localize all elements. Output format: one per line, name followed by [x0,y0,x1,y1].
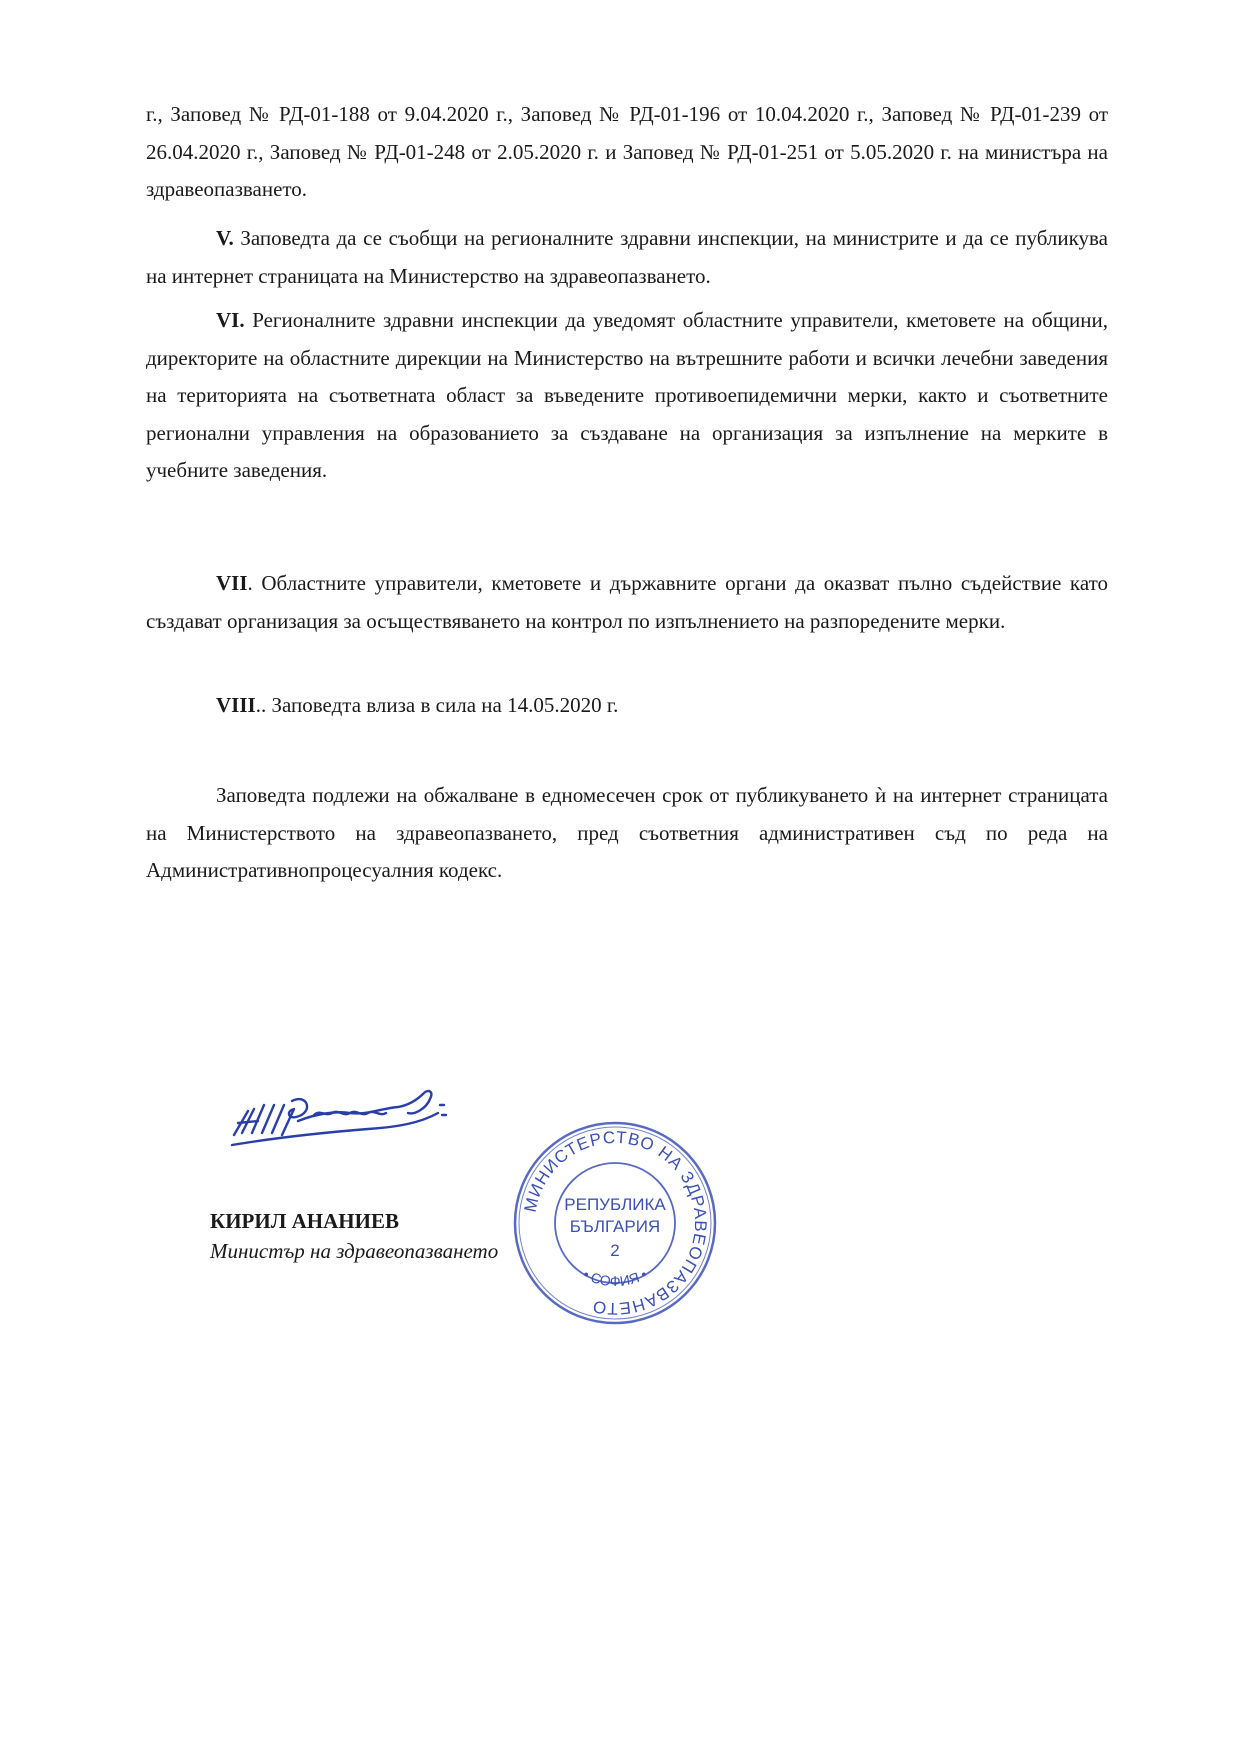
stamp-republic-text: РЕПУБЛИКА [564,1195,666,1214]
stamp-bottom-text: • СОФИЯ • [580,1265,650,1290]
paragraph-section-vi [146,302,1108,490]
paragraph-section-v [146,220,1108,295]
svg-text:• СОФИЯ • [580,1266,649,1289]
section-v-text: Заповедта да се съобщи на регионалните здравни инспекции, на министрите и да се публикува на интернет страницата на Министерство на здравеопазването. [146,226,1108,288]
section-vi-text: Регионалните здравни инспекции да уведомят областните управители, кметовете на общини, директорите на областните дирекции на Министерство на вътрешните работи и всички лечебни заведения на територията на съответната област за въведените противоепидемични мерки, както и съответните регионални управления на образованието за създаване на организация за изпълнение на мерките в учебните заведения. [146,308,1108,482]
stamp-country-text: БЪЛГАРИЯ [569,1217,661,1236]
paragraph-section-vii [146,565,1108,640]
section-vii-text: . Областните управители, кметовете и държавните органи да оказват пълно съдействие като създават организация за осъществяването на контрол по изпълнението на разпоредените мерки. [146,571,1108,633]
section-number-viii: VIII [216,693,256,717]
paragraph-previous-orders: г., Заповед № РД-01-188 от 9.04.2020 г., Заповед № РД-01-196 от 10.04.2020 г., Заповед № РД-01-239 от 26.04.2020 г., Заповед № РД-01-248 от 2.05.2020 г. и Заповед № РД-01-251 от 5.05.2020 г. на министъра на здравеопазването. [146,102,1108,201]
section-number-vi: VI. [216,308,245,332]
section-number-vii: VII [216,571,248,595]
signatory-title: Министър на здравеопазването [210,1239,499,1263]
appeal-notice: Заповедта подлежи на обжалване в едномесечен срок от публикуването ѝ на интернет страницата на Министерството на здравеопазването, пред съответния административен съд по реда на Административнопроцесуалния кодекс. [146,783,1108,882]
stamp-ring-text: МИНИСТЕРСТВО НА ЗДРАВЕОПАЗВАНЕТО [520,1127,711,1319]
paragraph-section-viii [146,687,1108,725]
section-viii-text: .. Заповедта влиза в сила на 14.05.2020 г. [255,693,619,717]
official-stamp [510,1118,720,1328]
signatory-name: КИРИЛ АНАНИЕВ [210,1209,399,1233]
handwritten-signature [228,1083,478,1163]
section-number-v: V. [216,226,234,250]
stamp-number: 2 [610,1241,620,1260]
